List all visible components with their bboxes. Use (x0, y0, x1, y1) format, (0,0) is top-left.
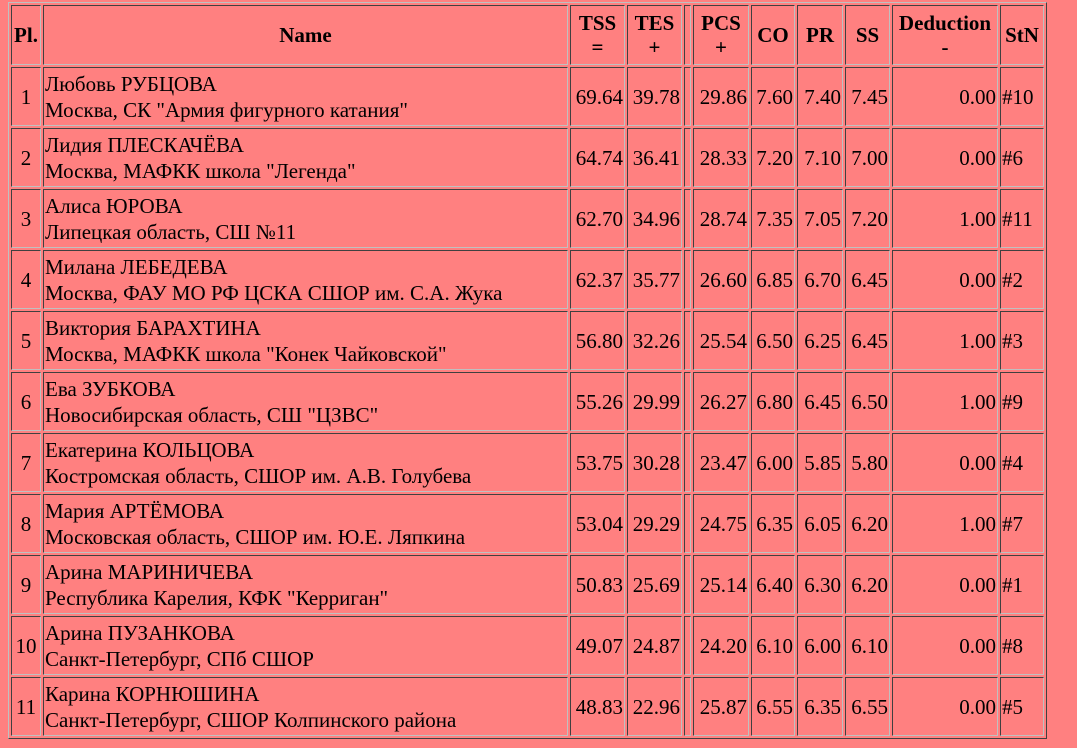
skater-name: Милана ЛЕБЕДЕВА (45, 254, 228, 279)
tss-cell: 62.70 (570, 189, 625, 248)
start-number-cell: #9 (1000, 372, 1044, 431)
skater-name: Карина КОРНЮШИНА (45, 681, 260, 706)
pcs-cell: 28.74 (693, 189, 749, 248)
skater-name: Любовь РУБЦОВА (45, 71, 217, 96)
header-pl: Pl. (11, 5, 41, 65)
skater-club: Костромская область, СШОР им. А.В. Голубева (45, 463, 472, 488)
table-row (11, 250, 1044, 309)
table-row (11, 311, 1044, 370)
tss-cell: 55.26 (570, 372, 625, 431)
pcs-cell: 24.20 (693, 616, 749, 675)
table-row (11, 128, 1044, 187)
skater-cell (43, 128, 568, 187)
co-cell: 7.20 (751, 128, 795, 187)
tes-cell: 24.87 (627, 616, 682, 675)
co-cell: 7.60 (751, 67, 795, 126)
place-cell: 6 (11, 372, 41, 431)
pr-cell: 6.25 (797, 311, 843, 370)
ss-cell: 6.10 (845, 616, 890, 675)
table-row (11, 616, 1044, 675)
pr-cell: 6.70 (797, 250, 843, 309)
start-number-cell: #4 (1000, 433, 1044, 492)
skater-club: Санкт-Петербург, СШОР Колпинского района (45, 707, 457, 732)
ss-cell: 6.20 (845, 494, 890, 553)
tss-cell: 64.74 (570, 128, 625, 187)
tss-cell: 53.04 (570, 494, 625, 553)
skater-name: Лидия ПЛЕСКАЧЁВА (45, 132, 244, 157)
skater-club: Санкт-Петербург, СПб СШОР (45, 646, 314, 671)
pr-cell: 6.05 (797, 494, 843, 553)
skater-cell (43, 311, 568, 370)
skater-cell (43, 616, 568, 675)
header-tss-label: TSS (578, 11, 617, 35)
deduction-cell: 1.00 (892, 189, 998, 248)
pcs-cell: 26.27 (693, 372, 749, 431)
spacer-cell (684, 433, 691, 492)
pcs-cell: 24.75 (693, 494, 749, 553)
ss-cell: 6.55 (845, 677, 890, 736)
skater-cell (43, 433, 568, 492)
pcs-cell: 25.87 (693, 677, 749, 736)
header-deduction-sign: - (941, 35, 949, 59)
results-body (11, 67, 1044, 736)
co-cell: 6.85 (751, 250, 795, 309)
deduction-cell: 1.00 (892, 311, 998, 370)
deduction-cell: 0.00 (892, 128, 998, 187)
co-cell: 6.40 (751, 555, 795, 614)
spacer-cell (684, 494, 691, 553)
deduction-cell: 0.00 (892, 616, 998, 675)
start-number-cell: #6 (1000, 128, 1044, 187)
spacer-cell (684, 677, 691, 736)
skater-club: Республика Карелия, КФК "Керриган" (45, 585, 389, 610)
spacer-cell (684, 555, 691, 614)
tss-cell: 56.80 (570, 311, 625, 370)
start-number-cell: #3 (1000, 311, 1044, 370)
place-cell: 9 (11, 555, 41, 614)
deduction-cell: 0.00 (892, 677, 998, 736)
pr-cell: 6.30 (797, 555, 843, 614)
pr-cell: 6.00 (797, 616, 843, 675)
start-number-cell: #1 (1000, 555, 1044, 614)
results-table (8, 2, 1047, 739)
pcs-cell: 26.60 (693, 250, 749, 309)
ss-cell: 5.80 (845, 433, 890, 492)
table-row (11, 433, 1044, 492)
start-number-cell: #8 (1000, 616, 1044, 675)
table-row (11, 677, 1044, 736)
header-pr: PR (797, 5, 843, 65)
skater-name: Алиса ЮРОВА (45, 193, 183, 218)
skater-cell (43, 494, 568, 553)
spacer-cell (684, 189, 691, 248)
skater-club: Московская область, СШОР им. Ю.Е. Ляпкина (45, 524, 466, 549)
ss-cell: 6.45 (845, 250, 890, 309)
header-pcs-sign: + (715, 35, 727, 59)
pr-cell: 6.45 (797, 372, 843, 431)
place-cell: 11 (11, 677, 41, 736)
place-cell: 1 (11, 67, 41, 126)
spacer-cell (684, 616, 691, 675)
ss-cell: 6.50 (845, 372, 890, 431)
tes-cell: 29.99 (627, 372, 682, 431)
tes-cell: 35.77 (627, 250, 682, 309)
header-name: Name (43, 5, 568, 65)
start-number-cell: #11 (1000, 189, 1044, 248)
ss-cell: 6.45 (845, 311, 890, 370)
spacer-cell (684, 250, 691, 309)
skater-cell (43, 555, 568, 614)
co-cell: 7.35 (751, 189, 795, 248)
skater-club: Москва, ФАУ МО РФ ЦСКА СШОР им. С.А. Жука (45, 280, 503, 305)
deduction-cell: 0.00 (892, 433, 998, 492)
skater-name: Арина МАРИНИЧЕВА (45, 559, 254, 584)
pcs-cell: 29.86 (693, 67, 749, 126)
tes-cell: 22.96 (627, 677, 682, 736)
place-cell: 2 (11, 128, 41, 187)
pcs-cell: 23.47 (693, 433, 749, 492)
skater-name: Ева ЗУБКОВА (45, 376, 176, 401)
deduction-cell: 0.00 (892, 67, 998, 126)
table-row (11, 372, 1044, 431)
tes-cell: 32.26 (627, 311, 682, 370)
start-number-cell: #10 (1000, 67, 1044, 126)
start-number-cell: #5 (1000, 677, 1044, 736)
pr-cell: 5.85 (797, 433, 843, 492)
header-tss (570, 5, 625, 65)
skater-name: Мария АРТЁМОВА (45, 498, 225, 523)
table-row (11, 494, 1044, 553)
skater-cell (43, 677, 568, 736)
header-tes-sign: + (648, 35, 661, 59)
co-cell: 6.80 (751, 372, 795, 431)
tss-cell: 49.07 (570, 616, 625, 675)
deduction-cell: 0.00 (892, 250, 998, 309)
place-cell: 3 (11, 189, 41, 248)
tes-cell: 36.41 (627, 128, 682, 187)
skater-name: Екатерина КОЛЬЦОВА (45, 437, 255, 462)
skater-club: Москва, СК "Армия фигурного катания" (45, 97, 408, 122)
place-cell: 7 (11, 433, 41, 492)
place-cell: 4 (11, 250, 41, 309)
skater-cell (43, 372, 568, 431)
ss-cell: 7.45 (845, 67, 890, 126)
header-tes-label: TES (634, 11, 675, 35)
header-pcs (693, 5, 749, 65)
header-tes (627, 5, 682, 65)
pcs-cell: 25.14 (693, 555, 749, 614)
pcs-cell: 25.54 (693, 311, 749, 370)
skater-club: Новосибирская область, СШ "ЦЗВС" (45, 402, 379, 427)
ss-cell: 7.20 (845, 189, 890, 248)
deduction-cell: 1.00 (892, 372, 998, 431)
tes-cell: 30.28 (627, 433, 682, 492)
place-cell: 8 (11, 494, 41, 553)
header-deduction (892, 5, 998, 65)
tss-cell: 48.83 (570, 677, 625, 736)
co-cell: 6.55 (751, 677, 795, 736)
pcs-cell: 28.33 (693, 128, 749, 187)
pr-cell: 6.35 (797, 677, 843, 736)
header-tss-sign: = (591, 35, 604, 59)
skater-cell (43, 250, 568, 309)
start-number-cell: #7 (1000, 494, 1044, 553)
skater-club: Москва, МАФКК школа "Легенда" (45, 158, 356, 183)
deduction-cell: 1.00 (892, 494, 998, 553)
tss-cell: 62.37 (570, 250, 625, 309)
skater-cell (43, 67, 568, 126)
place-cell: 5 (11, 311, 41, 370)
co-cell: 6.00 (751, 433, 795, 492)
header-ss: SS (845, 5, 890, 65)
skater-name: Арина ПУЗАНКОВА (45, 620, 235, 645)
start-number-cell: #2 (1000, 250, 1044, 309)
skater-cell (43, 189, 568, 248)
co-cell: 6.50 (751, 311, 795, 370)
ss-cell: 6.20 (845, 555, 890, 614)
tes-cell: 25.69 (627, 555, 682, 614)
tes-cell: 34.96 (627, 189, 682, 248)
pr-cell: 7.10 (797, 128, 843, 187)
co-cell: 6.10 (751, 616, 795, 675)
spacer-cell (684, 311, 691, 370)
header-spacer (684, 5, 691, 65)
tss-cell: 69.64 (570, 67, 625, 126)
header-pcs-label: PCS (701, 11, 741, 35)
skater-club: Липецкая область, СШ №11 (45, 219, 297, 244)
spacer-cell (684, 128, 691, 187)
skater-name: Виктория БАРАХТИНА (45, 315, 261, 340)
table-row (11, 555, 1044, 614)
spacer-cell (684, 67, 691, 126)
pr-cell: 7.40 (797, 67, 843, 126)
ss-cell: 7.00 (845, 128, 890, 187)
table-row (11, 189, 1044, 248)
tss-cell: 53.75 (570, 433, 625, 492)
header-stn: StN (1000, 5, 1044, 65)
header-co: CO (751, 5, 795, 65)
spacer-cell (684, 372, 691, 431)
deduction-cell: 0.00 (892, 555, 998, 614)
pr-cell: 7.05 (797, 189, 843, 248)
place-cell: 10 (11, 616, 41, 675)
header-row (11, 5, 1044, 65)
skater-club: Москва, МАФКК школа "Конек Чайковской" (45, 341, 447, 366)
co-cell: 6.35 (751, 494, 795, 553)
tss-cell: 50.83 (570, 555, 625, 614)
tes-cell: 29.29 (627, 494, 682, 553)
tes-cell: 39.78 (627, 67, 682, 126)
header-deduction-label: Deduction (898, 11, 992, 35)
table-row (11, 67, 1044, 126)
